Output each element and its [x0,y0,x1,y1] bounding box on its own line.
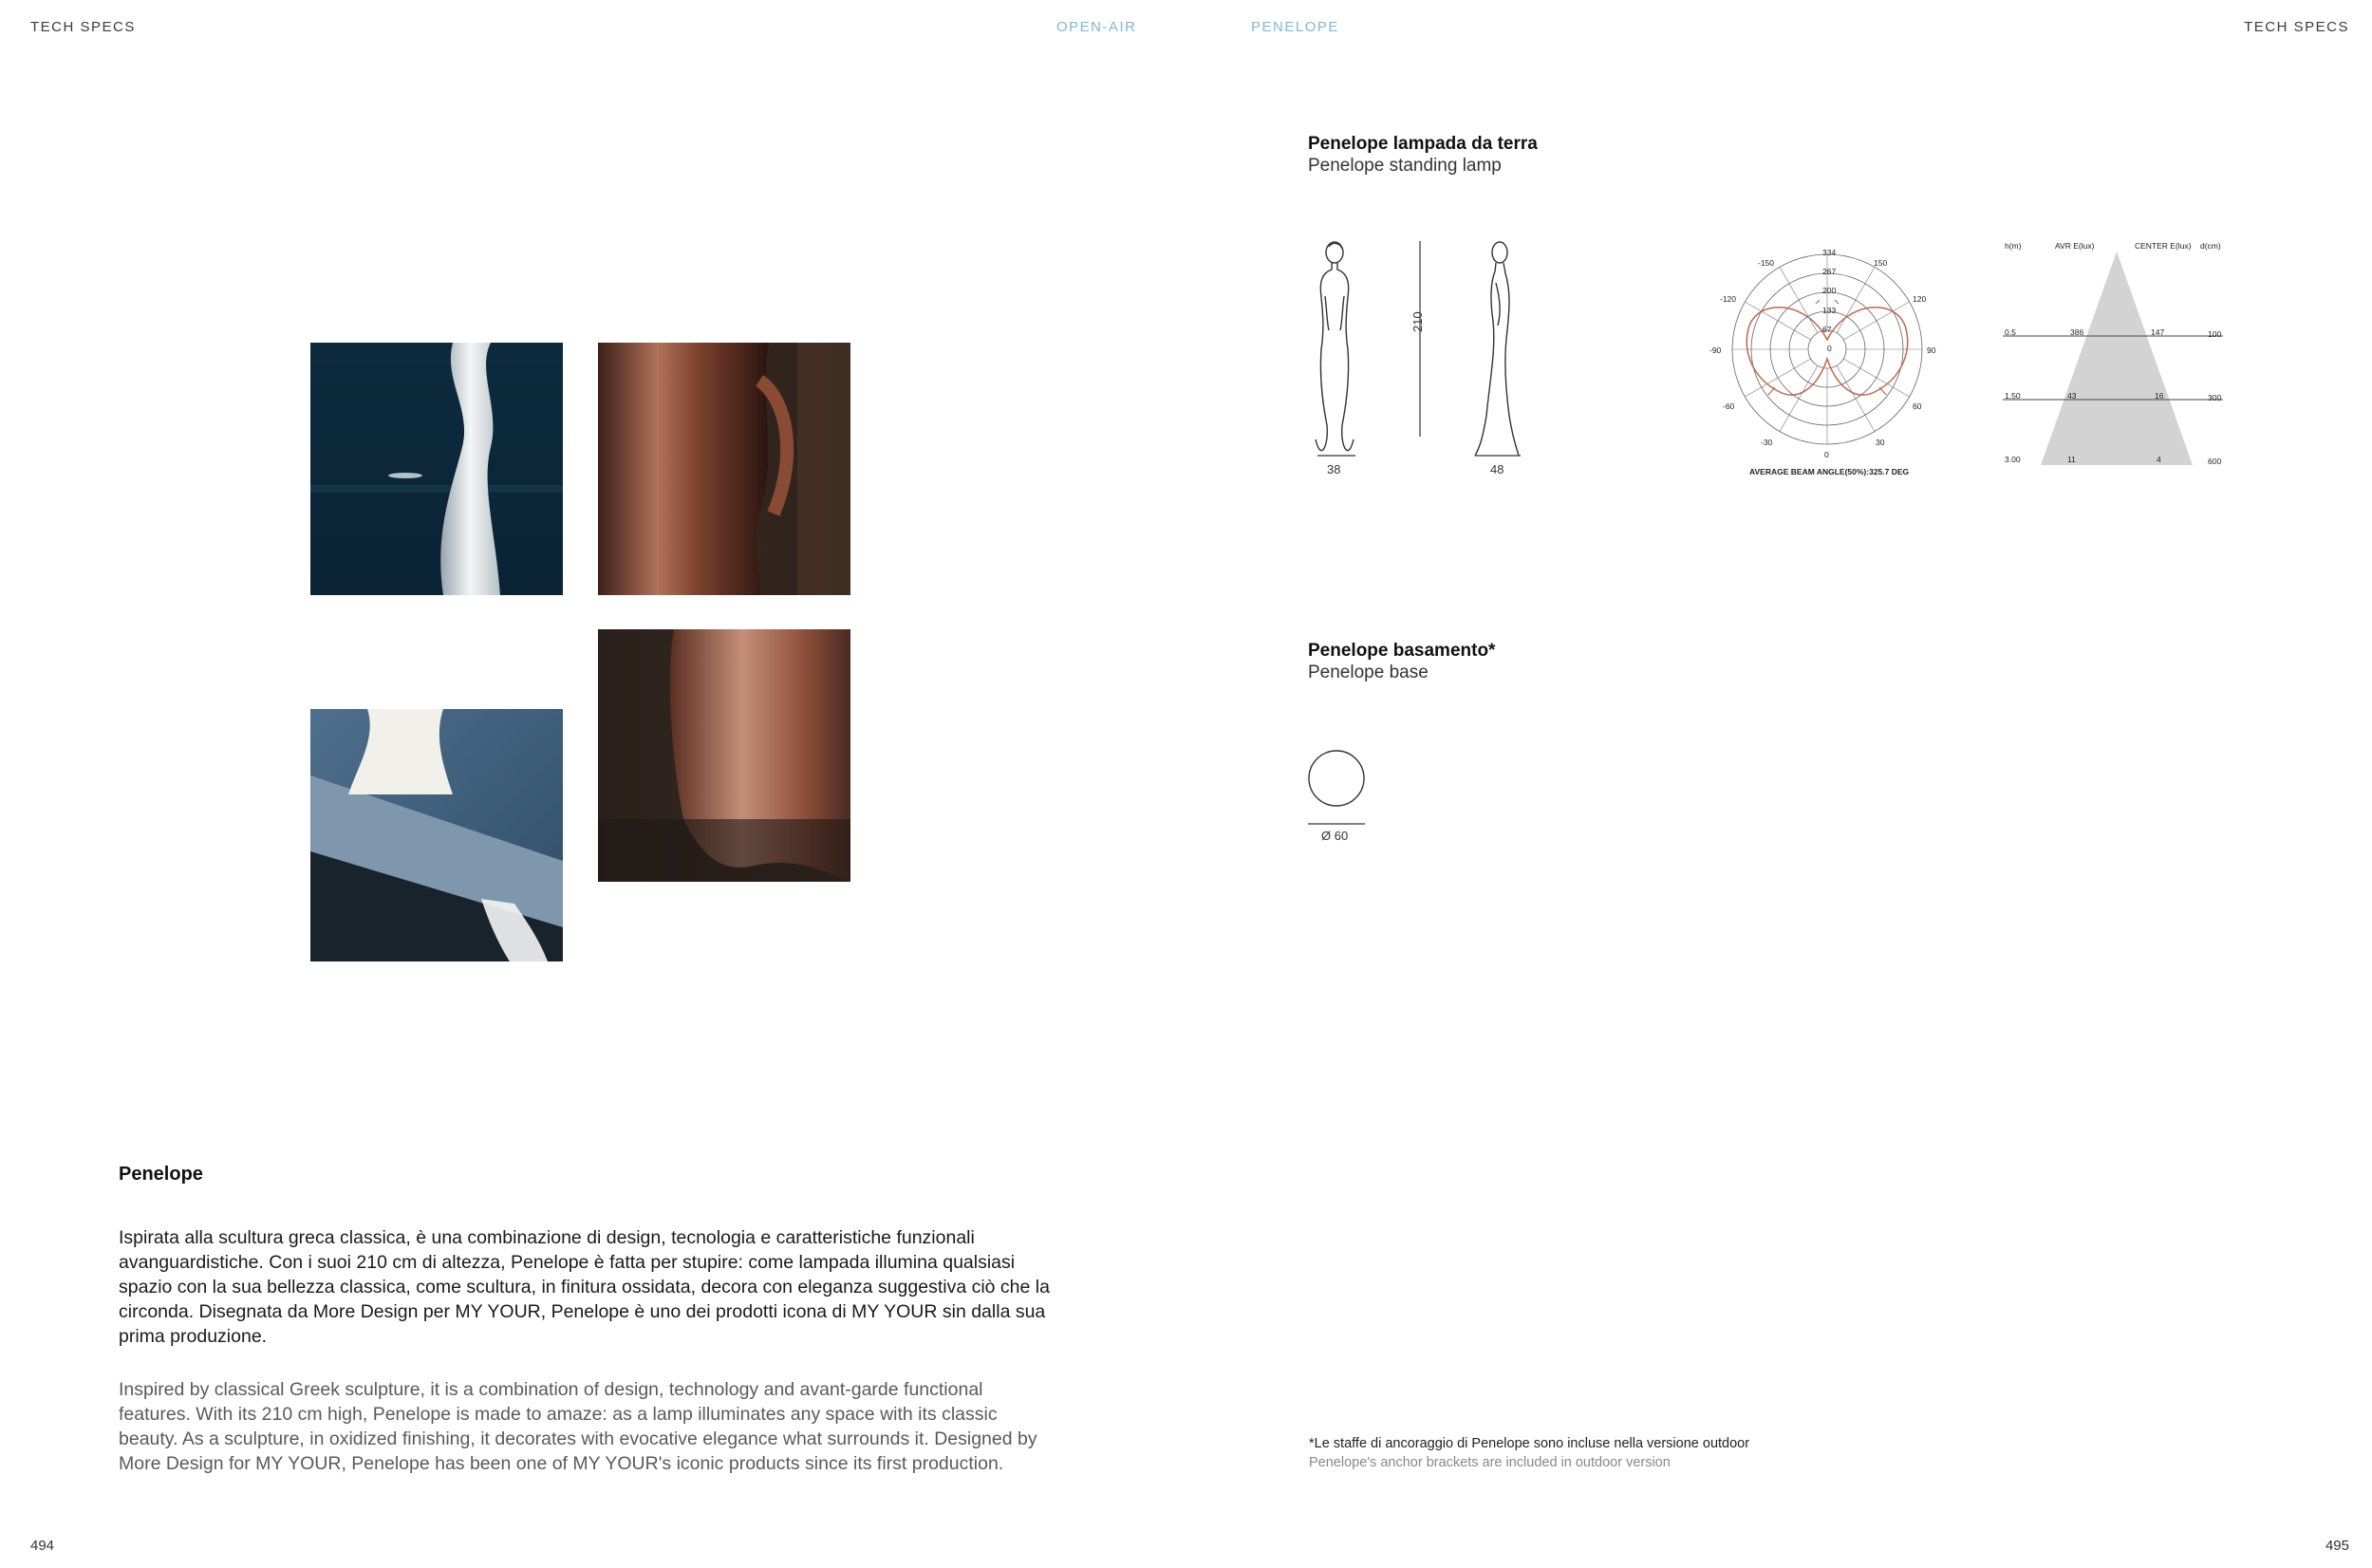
polar-angle-label-m90: -90 [1709,345,1722,355]
lux-row0-h: 0.5 [2005,327,2016,337]
lamp-title-italian: Penelope lampada da terra [1308,134,1538,154]
description-english: Inspired by classical Greek sculpture, it is a combination of design, technology and avant-garde functional features. With its 210 cm high, Penelope is made to amaze: as a lamp illuminates any space with its classic beauty. As a sculpture, in oxidized finishing, it decorates with evocative elegance what surrounds it. Designed by More Design for MY YOUR, Penelope has been one of MY YOUR's iconic products since its first production. [119,1379,1037,1474]
polar-ring-label-3: 133 [1822,306,1837,315]
polar-angle-label-m150: -150 [1758,258,1775,268]
lamp-front-width-label: 38 [1327,462,1341,476]
header-left-label: TECH SPECS [30,19,136,35]
lamp-dimension-drawing [1300,235,1528,482]
polar-caption: AVERAGE BEAM ANGLE(50%):325.7 DEG [1749,467,1910,476]
lux-row0-center: 147 [2151,327,2165,337]
lux-col-avr: AVR E(lux) [2055,241,2095,251]
description-italian: Ispirata alla scultura greca classica, è una combinazione di design, tecnologia e caratteristiche funzionali avanguardistiche. Con i suoi 210 cm di altezza, Penelope è fatta per stupire: come lampada illumina qualsiasi spazio con la sua bellezza classica, come scultura, in finitura ossidata, decora con eleganza suggestiva ciò che la circonda. Disegnata da More Design per MY YOUR, Penelope è uno dei prodotti icona di MY YOUR sin dalla sua prima produzione. [119,1227,1050,1347]
lamp-front-view [1316,242,1354,451]
lux-row2-h: 3.00 [2005,455,2021,464]
photo-oxidized-lamp-detail [598,343,850,595]
page-number-right: 495 [2325,1538,2349,1554]
polar-angle-label-m30: -30 [1761,438,1773,447]
lux-row1-center: 16 [2155,391,2164,401]
polar-angle-label-m60: -60 [1723,401,1735,411]
lux-row0-d: 100 [2208,329,2222,339]
polar-spoke [1780,365,1818,431]
lamp-side-width-label: 48 [1490,462,1504,476]
lux-cone-diagram [2003,242,2231,470]
light-cone-shape [2041,252,2193,465]
lux-row0-avr: 386 [2070,327,2084,337]
lamp-side-view [1475,242,1519,456]
lux-row2-d: 600 [2208,457,2222,466]
header-product-link[interactable]: PENELOPE [1251,19,1339,35]
base-circle-drawing [1304,748,1371,826]
lamp-height-label: 210 [1410,311,1425,332]
lux-row1-d: 300 [2208,393,2222,402]
base-diameter-label: Ø 60 [1321,829,1349,843]
footnote-italian: *Le staffe di ancoraggio di Penelope sono incluse nella versione outdoor [1309,1436,1750,1451]
lux-col-h: h(m) [2005,241,2022,251]
polar-ring-label-0: 334 [1822,248,1837,257]
polar-angle-label-m120: -120 [1720,294,1737,304]
polar-angle-label-0: 0 [1824,450,1829,459]
polar-spoke [1837,267,1875,332]
polar-light-distribution-chart [1704,245,1951,482]
lux-row2-avr: 11 [2067,455,2076,464]
lamp-title-english: Penelope standing lamp [1308,156,1502,176]
polar-ring-label-1: 267 [1822,267,1837,276]
lux-row1-avr: 43 [2067,391,2077,401]
polar-spoke [1837,365,1875,431]
photo-white-lamp-terrace [310,709,563,961]
polar-ring-label-2: 200 [1822,286,1837,295]
polar-angle-label-90: 90 [1927,345,1936,355]
polar-angle-label-120: 120 [1913,294,1927,304]
photo-oxidized-lamp-base [598,629,850,882]
polar-ring-label-5: 0 [1827,344,1832,353]
product-name: Penelope [119,1164,203,1185]
lux-row1-h: 1.50 [2005,391,2021,401]
base-title-english: Penelope base [1308,663,1429,682]
footnote-english: Penelope's anchor brackets are included in outdoor version [1309,1455,1671,1470]
header-right-label: TECH SPECS [2244,19,2349,35]
lux-row2-center: 4 [2157,455,2161,464]
lux-col-d: d(cm) [2200,241,2221,251]
polar-spoke [1780,267,1818,332]
lux-col-center: CENTER E(lux) [2135,241,2192,251]
polar-angle-label-60: 60 [1913,401,1922,411]
polar-angle-label-150: 150 [1874,258,1888,268]
base-title-italian: Penelope basamento* [1308,641,1496,661]
polar-angle-label-30: 30 [1876,438,1885,447]
photo-white-lamp-night [310,343,563,595]
polar-ring-label-4: 67 [1822,325,1832,334]
header-category-link[interactable]: OPEN-AIR [1056,19,1137,35]
page-number-left: 494 [30,1538,55,1554]
